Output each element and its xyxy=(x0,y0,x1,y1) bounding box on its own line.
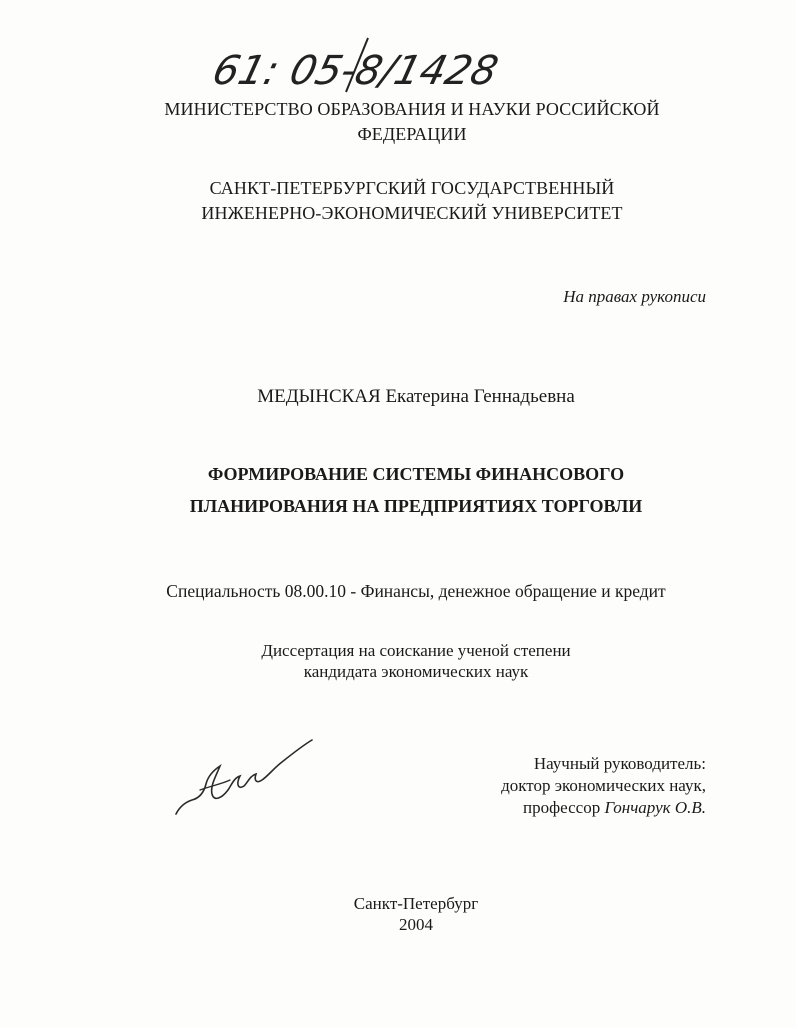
supervisor-title: профессор xyxy=(523,798,601,817)
city: Санкт-Петербург xyxy=(353,894,479,913)
thesis-title-line-2: ПЛАНИРОВАНИЯ НА ПРЕДПРИЯТИЯХ ТОРГОВЛИ xyxy=(189,496,643,516)
dissertation-line-2: кандидата экономических наук xyxy=(303,662,529,681)
supervisor-name-line xyxy=(420,797,706,819)
archive-number-text: 61: 05-8/1428 xyxy=(208,46,503,94)
supervisor-name: Гончарук О.В. xyxy=(604,798,706,817)
specialty-line: Специальность 08.00.10 - Финансы, денежное обращение и кредит xyxy=(166,581,666,601)
university-line-1: САНКТ-ПЕТЕРБУРГСКИЙ ГОСУДАРСТВЕННЫЙ xyxy=(209,178,615,198)
year: 2004 xyxy=(399,915,433,934)
supervisor-degree: доктор экономических наук, xyxy=(501,776,706,795)
university-line-2: ИНЖЕНЕРНО-ЭКОНОМИЧЕСКИЙ УНИВЕРСИТЕТ xyxy=(201,203,623,223)
dissertation-line-1: Диссертация на соискание ученой степени xyxy=(261,641,571,660)
ministry-line-2: ФЕДЕРАЦИИ xyxy=(357,124,467,144)
supervisor-heading: Научный руководитель: xyxy=(533,754,706,773)
manuscript-rights-note: На правах рукописи xyxy=(563,287,706,306)
author-signature xyxy=(170,732,320,822)
ministry-line-1: МИНИСТЕРСТВО ОБРАЗОВАНИЯ И НАУКИ РОССИЙСКОЙ xyxy=(164,99,660,119)
thesis-title-line-1: ФОРМИРОВАНИЕ СИСТЕМЫ ФИНАНСОВОГО xyxy=(207,464,625,484)
author-name: МЕДЫНСКАЯ Екатерина Геннадьевна xyxy=(257,386,575,407)
handwritten-archive-number xyxy=(208,30,503,102)
